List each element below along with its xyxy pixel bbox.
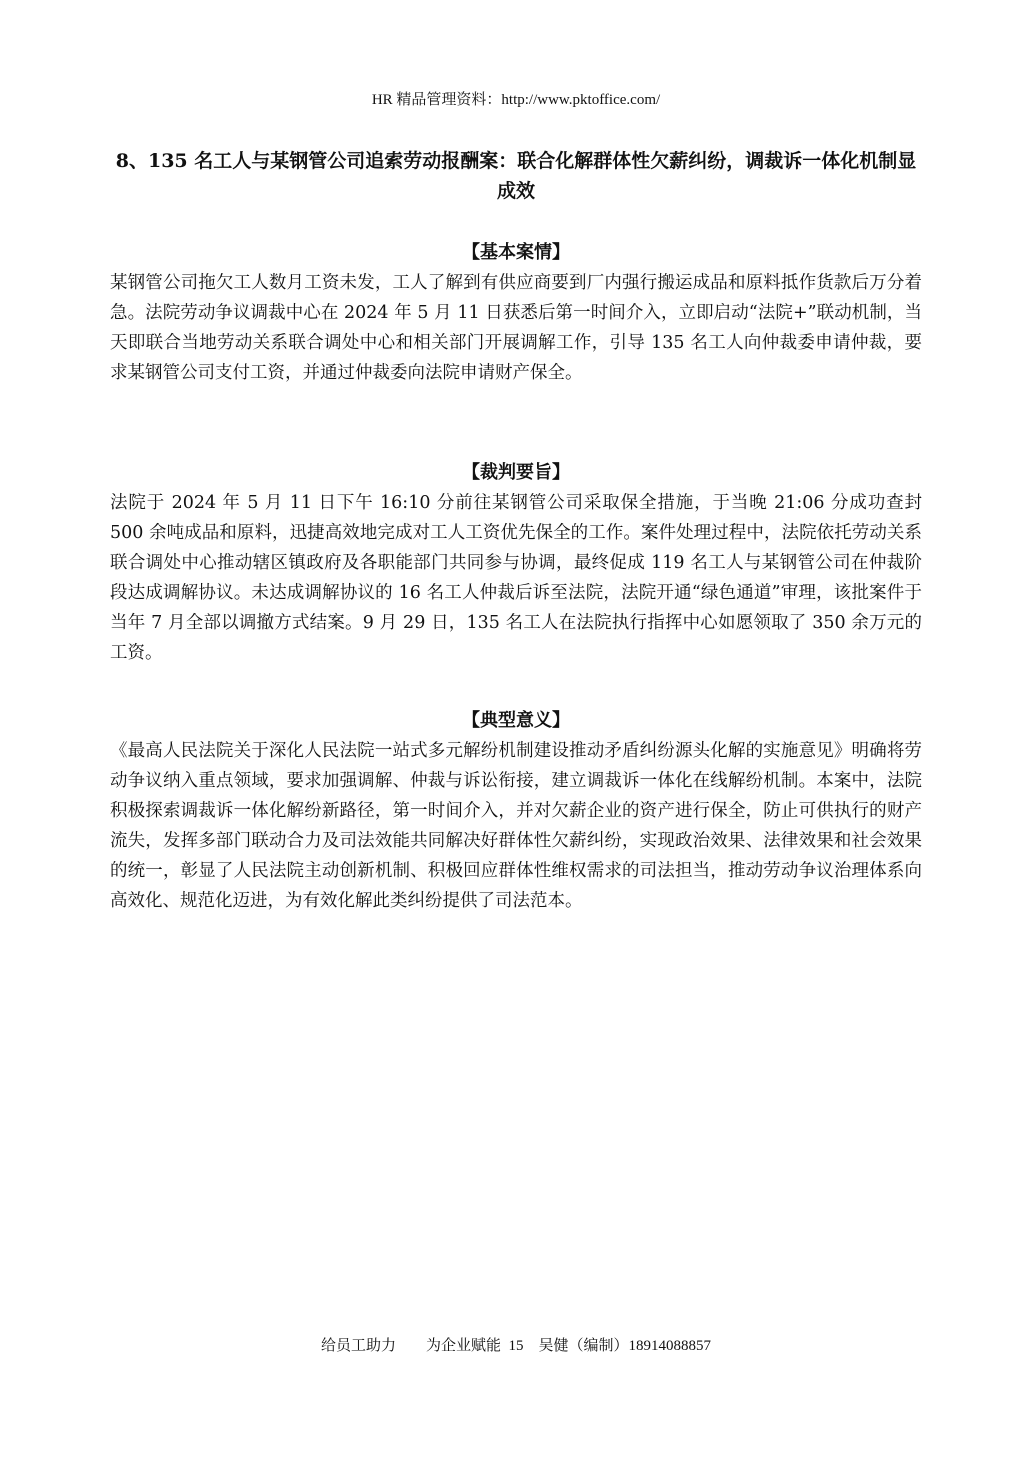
case-title: 8、135 名工人与某钢管公司追索劳动报酬案：联合化解群体性欠薪纠纷，调裁诉一体化机制显成效 (115, 150, 917, 202)
section-body-basic-facts: 某钢管公司拖欠工人数月工资未发，工人了解到有供应商要到厂内强行搬运成品和原料抵作货款后万分着急。法院劳动争议调裁中心在 2024 年 5 月 11 日获悉后第一时间介入，立即启动“法院+”联动机制，当天即联合当地劳动关系联合调处中心和相关部门开展调解工作，引导 135 名工人向仲裁委申请仲裁，要求某钢管公司支付工资，并通过仲裁委向法院申请财产保全。 (110, 273, 922, 383)
page-footer: 给员工助力 为企业赋能 15 吴健（编制）18914088857 (320, 1338, 711, 1354)
section-heading-judgment-points: 【裁判要旨】 (462, 462, 570, 483)
section-body-significance: 《最高人民法院关于深化人民法院一站式多元解纷机制建设推动矛盾纠纷源头化解的实施意见》明确将劳动争议纳入重点领域，要求加强调解、仲裁与诉讼衔接，建立调裁诉一体化在线解纷机制。本案中，法院积极探索调裁诉一体化解纷新路径，第一时间介入，并对欠薪企业的资产进行保全，防止可供执行的财产流失，发挥多部门联动合力及司法效能共同解决好群体性欠薪纠纷，实现政治效果、法律效果和社会效果的统一，彰显了人民法院主动创新机制、积极回应群体性维权需求的司法担当，推动劳动争议治理体系向高效化、规范化迈进，为有效化解此类纠纷提供了司法范本。 (110, 741, 922, 911)
page-header: HR 精品管理资料：http://www.pktoffice.com/ (371, 92, 661, 108)
section-heading-significance: 【典型意义】 (462, 710, 570, 731)
section-heading-basic-facts: 【基本案情】 (462, 242, 570, 263)
section-body-judgment-points: 法院于 2024 年 5 月 11 日下午 16:10 分前往某钢管公司采取保全措施，于当晚 21:06 分成功查封 500 余吨成品和原料，迅捷高效地完成对工人工资优先保全的工作。案件处理过程中，法院依托劳动关系联合调处中心推动辖区镇政府及各职能部门共同参与协调，最终促成 119 名工人与某钢管公司在仲裁阶段达成调解协议。未达成调解协议的 16 名工人仲裁后诉至法院，法院开通“绿色通道”审理，该批案件于当年 7 月全部以调撤方式结案。9 月 29 日，135 名工人在法院执行指挥中心如愿领取了 350 余万元的工资。 (110, 493, 922, 663)
